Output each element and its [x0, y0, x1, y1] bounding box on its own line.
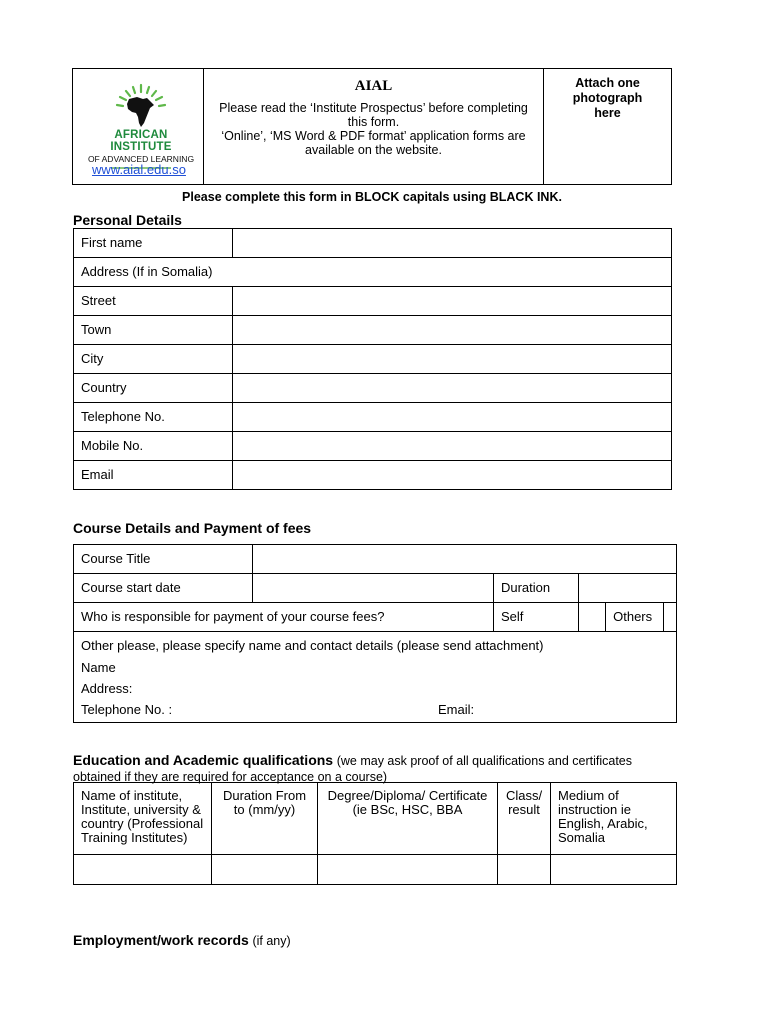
table-row	[74, 432, 672, 461]
duration-cell[interactable]	[212, 855, 318, 885]
others-field[interactable]	[664, 603, 677, 631]
medium-cell[interactable]	[551, 855, 677, 885]
first-name-input[interactable]	[233, 229, 671, 244]
country-input[interactable]	[233, 374, 671, 389]
form-title: AIAL	[354, 78, 393, 94]
table-row	[74, 603, 677, 632]
town-field[interactable]	[233, 316, 672, 345]
others-input[interactable]	[664, 603, 676, 631]
course-details-table	[73, 544, 677, 723]
table-row	[74, 545, 677, 574]
medium-column-header: Medium of instruction ie English, Arabic, Somalia	[551, 783, 677, 855]
email-field[interactable]	[233, 461, 672, 490]
institute-cell[interactable]	[74, 855, 212, 885]
personal-details-heading: Personal Details	[73, 212, 182, 228]
course-title-label: Course Title	[74, 545, 253, 574]
photo-cell[interactable]	[544, 69, 672, 185]
table-row	[74, 374, 672, 403]
institute-input[interactable]	[74, 855, 211, 870]
payment-options	[579, 603, 676, 631]
education-heading-block	[73, 753, 683, 785]
street-label: Street	[74, 287, 233, 316]
africa-logo-icon	[111, 83, 171, 135]
town-input[interactable]	[233, 316, 671, 331]
self-checkbox-area[interactable]	[579, 603, 606, 631]
street-field[interactable]	[233, 287, 672, 316]
street-input[interactable]	[233, 287, 671, 302]
table-row	[74, 855, 677, 885]
payer-name-label: Name	[81, 660, 116, 675]
class-column-header: Class/ result	[498, 783, 551, 855]
self-field[interactable]	[578, 603, 676, 632]
education-duration-input[interactable]	[212, 855, 317, 870]
medium-input[interactable]	[551, 855, 676, 870]
duration-input[interactable]	[579, 574, 676, 589]
degree-cell[interactable]	[318, 855, 498, 885]
payer-email-label: Email:	[438, 702, 475, 717]
telephone-label: Telephone No.	[74, 403, 233, 432]
email-input[interactable]	[233, 461, 671, 476]
country-label: Country	[74, 374, 233, 403]
self-label: Self	[493, 603, 578, 632]
course-details-heading: Course Details and Payment of fees	[73, 520, 312, 536]
city-label: City	[74, 345, 233, 374]
table-row	[74, 461, 672, 490]
first-name-label: First name	[74, 229, 233, 258]
table-row	[74, 403, 672, 432]
duration-label: Duration	[493, 574, 578, 603]
table-row	[74, 287, 672, 316]
personal-details-table	[73, 228, 672, 490]
logo-cell	[73, 69, 204, 185]
course-start-field[interactable]	[253, 574, 494, 603]
course-title-field[interactable]	[253, 545, 677, 574]
class-input[interactable]	[498, 855, 550, 870]
header-box	[72, 68, 672, 185]
telephone-input[interactable]	[233, 403, 671, 418]
format-notice: ‘Online’, ‘MS Word & PDF format’ application forms are available on the website.	[221, 129, 526, 157]
table-row	[74, 258, 672, 287]
mobile-label: Mobile No.	[74, 432, 233, 461]
payment-question: Who is responsible for payment of your course fees?	[74, 603, 494, 632]
employment-note: (if any)	[252, 934, 291, 948]
degree-column-header: Degree/Diploma/ Certificate (ie BSc, HSC, BBA	[318, 783, 498, 855]
photo-instruction: Attach one photograph here	[572, 76, 643, 120]
education-table	[73, 782, 677, 885]
payer-telephone-label: Telephone No. :	[81, 702, 173, 717]
telephone-field[interactable]	[233, 403, 672, 432]
website-link[interactable]: www.aial.edu.so	[92, 162, 186, 177]
duration-field[interactable]	[578, 574, 676, 603]
first-name-field[interactable]	[233, 229, 672, 258]
logo-name-line1: AFRICAN INSTITUTE	[110, 129, 172, 153]
table-row	[74, 632, 677, 723]
country-field[interactable]	[233, 374, 672, 403]
prospectus-notice: Please read the ‘Institute Prospectus’ before completing this form.	[219, 101, 528, 129]
self-input[interactable]	[579, 603, 605, 631]
class-cell[interactable]	[498, 855, 551, 885]
email-label: Email	[74, 461, 233, 490]
other-payer-instruction: Other please, please specify name and contact details (please send attachment)	[81, 638, 544, 653]
course-start-label: Course start date	[74, 574, 253, 603]
logo-name-line2: OF ADVANCED LEARNING	[87, 154, 195, 164]
other-payer-cell[interactable]	[74, 632, 677, 723]
others-label: Others	[606, 603, 664, 631]
city-input[interactable]	[233, 345, 671, 360]
mobile-field[interactable]	[233, 432, 672, 461]
table-row	[74, 783, 677, 855]
town-label: Town	[74, 316, 233, 345]
table-row	[74, 316, 672, 345]
table-row	[74, 574, 677, 603]
institute-column-header: Name of institute, Institute, university & country (Professional Training Institutes)	[74, 783, 212, 855]
employment-heading: Employment/work records	[73, 932, 249, 948]
degree-input[interactable]	[318, 855, 497, 870]
address-label: Address (If in Somalia)	[74, 258, 672, 287]
course-title-input[interactable]	[253, 545, 676, 560]
table-row	[74, 345, 672, 374]
mobile-input[interactable]	[233, 432, 671, 447]
table-row	[74, 229, 672, 258]
notice-cell	[204, 69, 544, 185]
course-start-input[interactable]	[253, 574, 493, 589]
education-heading: Education and Academic qualifications	[73, 752, 334, 768]
city-field[interactable]	[233, 345, 672, 374]
payer-address-label: Address:	[81, 681, 133, 696]
employment-heading-block	[73, 932, 291, 948]
block-capitals-instruction: Please complete this form in BLOCK capitals using BLACK INK.	[182, 190, 562, 204]
education-note: (we may ask proof of all qualifications and certificates obtained if they are required for acceptance on a course)	[73, 754, 632, 784]
duration-column-header: Duration From to (mm/yy)	[212, 783, 318, 855]
